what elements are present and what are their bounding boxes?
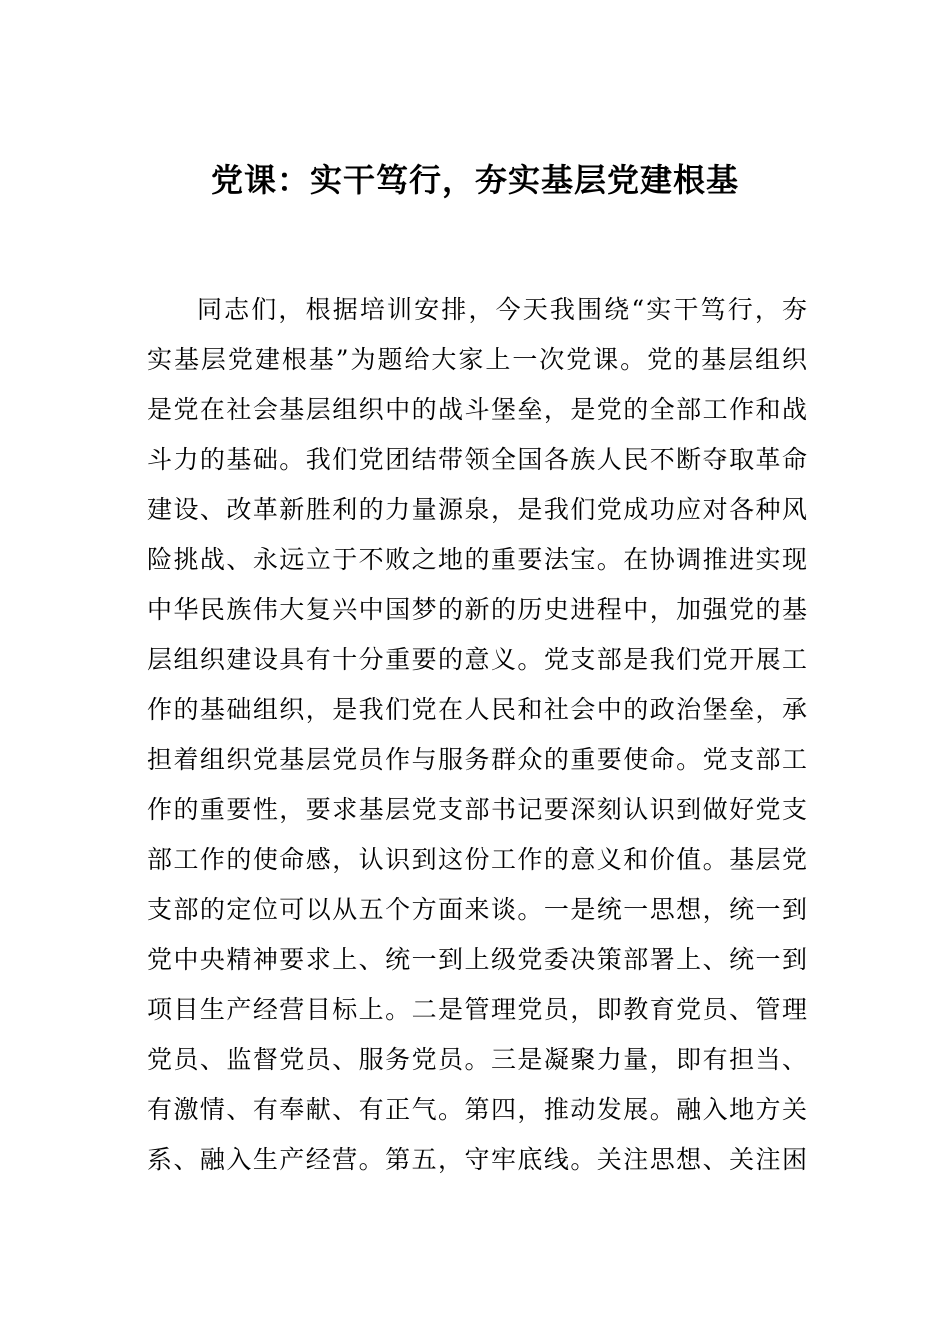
text-line: 系、融入生产经营。第五，守牢底线。关注思想、关注困 [147,1145,807,1174]
text-line: 实基层党建根基”为题给大家上一次党课。党的基层组织 [147,345,807,374]
text-line: 是党在社会基层组织中的战斗堡垒，是党的全部工作和战 [147,395,807,424]
page-title: 党课：实干笃行，夯实基层党建根基 [210,161,739,199]
text-line: 支部的定位可以从五个方面来谈。一是统一思想，统一到 [147,895,807,924]
text-line: 项目生产经营目标上。二是管理党员，即教育党员、管理 [147,995,807,1024]
text-line: 部工作的使命感，认识到这份工作的意义和价值。基层党 [147,845,807,874]
text-line: 有激情、有奉献、有正气。第四，推动发展。融入地方关 [147,1095,807,1124]
text-line: 担着组织党基层党员作与服务群众的重要使命。党支部工 [147,745,807,774]
text-line: 层组织建设具有十分重要的意义。党支部是我们党开展工 [147,645,807,674]
text-line: 作的基础组织，是我们党在人民和社会中的政治堡垒，承 [147,695,807,724]
text-line: 作的重要性，要求基层党支部书记要深刻认识到做好党支 [147,795,807,824]
text-line: 同志们，根据培训安排，今天我围绕“实干笃行，夯 [197,295,807,324]
text-line: 斗力的基础。我们党团结带领全国各族人民不断夺取革命 [147,445,807,474]
text-line: 党员、监督党员、服务党员。三是凝聚力量，即有担当、 [147,1045,807,1074]
text-line: 建设、改革新胜利的力量源泉，是我们党成功应对各种风 [147,495,807,524]
text-line: 中华民族伟大复兴中国梦的新的历史进程中，加强党的基 [147,595,807,624]
text-line: 险挑战、永远立于不败之地的重要法宝。在协调推进实现 [147,545,807,574]
text-line: 党中央精神要求上、统一到上级党委决策部署上、统一到 [147,945,807,974]
